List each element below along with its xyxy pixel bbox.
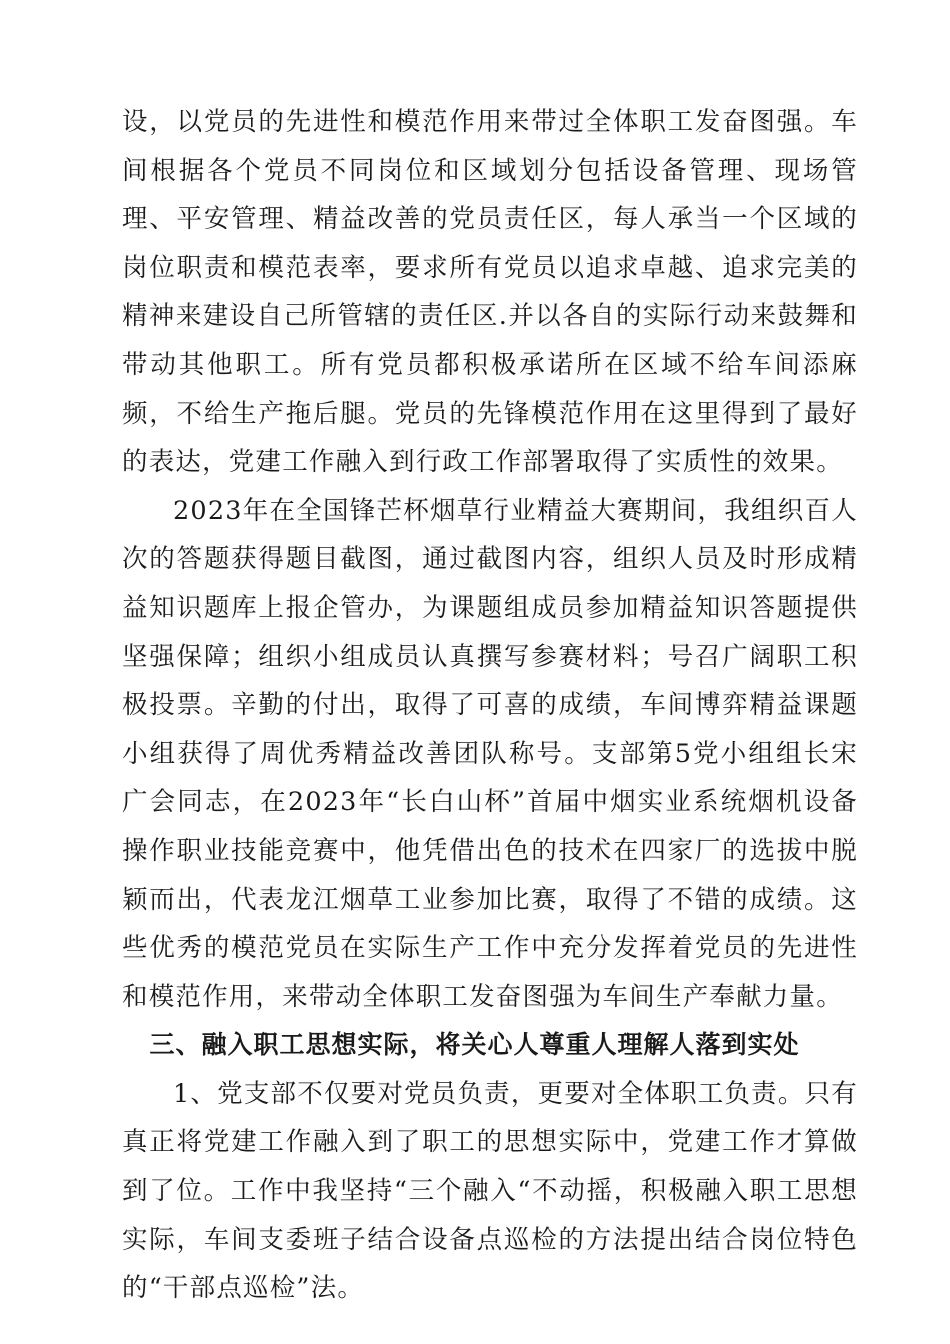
paragraph-responsibility-zones: 设，以党员的先进性和模范作用来带过全体职工发奋图强。车间根据各个党员不同岗位和区域划分包括设备管理、现场管理、平安管理、精益改善的党员责任区，每人承当一个区域的岗位职责和模范表率，要求所有党员以追求卓越、追求完美的精神来建设自己所管辖的责任区.并以各自的实际行动来鼓舞和带动其他职工。所有党员都积极承诺所在区域不给车间添麻频，不给生产拖后腿。党员的先锋模范作用在这里得到了最好的表达，党建工作融入到行政工作部署取得了实质性的效果。 bbox=[122, 107, 858, 478]
section-heading-three: 三、融入职工思想实际，将关心人尊重人理解人落到实处 bbox=[149, 1030, 800, 1060]
paragraph-branch-responsibility: 1、党支部不仅要对党员负责，更要对全体职工负责。只有真正将党建工作融入到了职工的思想实际中，党建工作才算做到了位。工作中我坚持“三个融入“不动摇，积极融入职工思想实际，车间支委班子结合设备点巡检的方法提出结合岗位特色的“干部点巡检”法。 bbox=[122, 1078, 858, 1304]
document-page bbox=[122, 98, 858, 1313]
paragraph-lean-competition: 2023年在全国锋芒杯烟草行业精益大赛期间，我组织百人次的答题获得题目截图，通过截图内容，组织人员及时形成精益知识题库上报企管办，为课题组成员参加精益知识答题提供坚强保障；组织小组成员认真撰写参赛材料；号召广阔职工积极投票。辛勤的付出，取得了可喜的成绩，车间博弈精益课题小组获得了周优秀精益改善团队称号。支部第5党小组组长宋广会同志，在2023年“长白山杯”首届中烟实业系统烟机设备操作职业技能竞赛中，他凭借出色的技术在四家厂的选拔中脱颖而出，代表龙江烟草工业参加比赛，取得了不错的成绩。这些优秀的模范党员在实际生产工作中充分发挥着党员的先进性和模范作用，来带动全体职工发奋图强为车间生产奉献力量。 bbox=[122, 495, 858, 1012]
